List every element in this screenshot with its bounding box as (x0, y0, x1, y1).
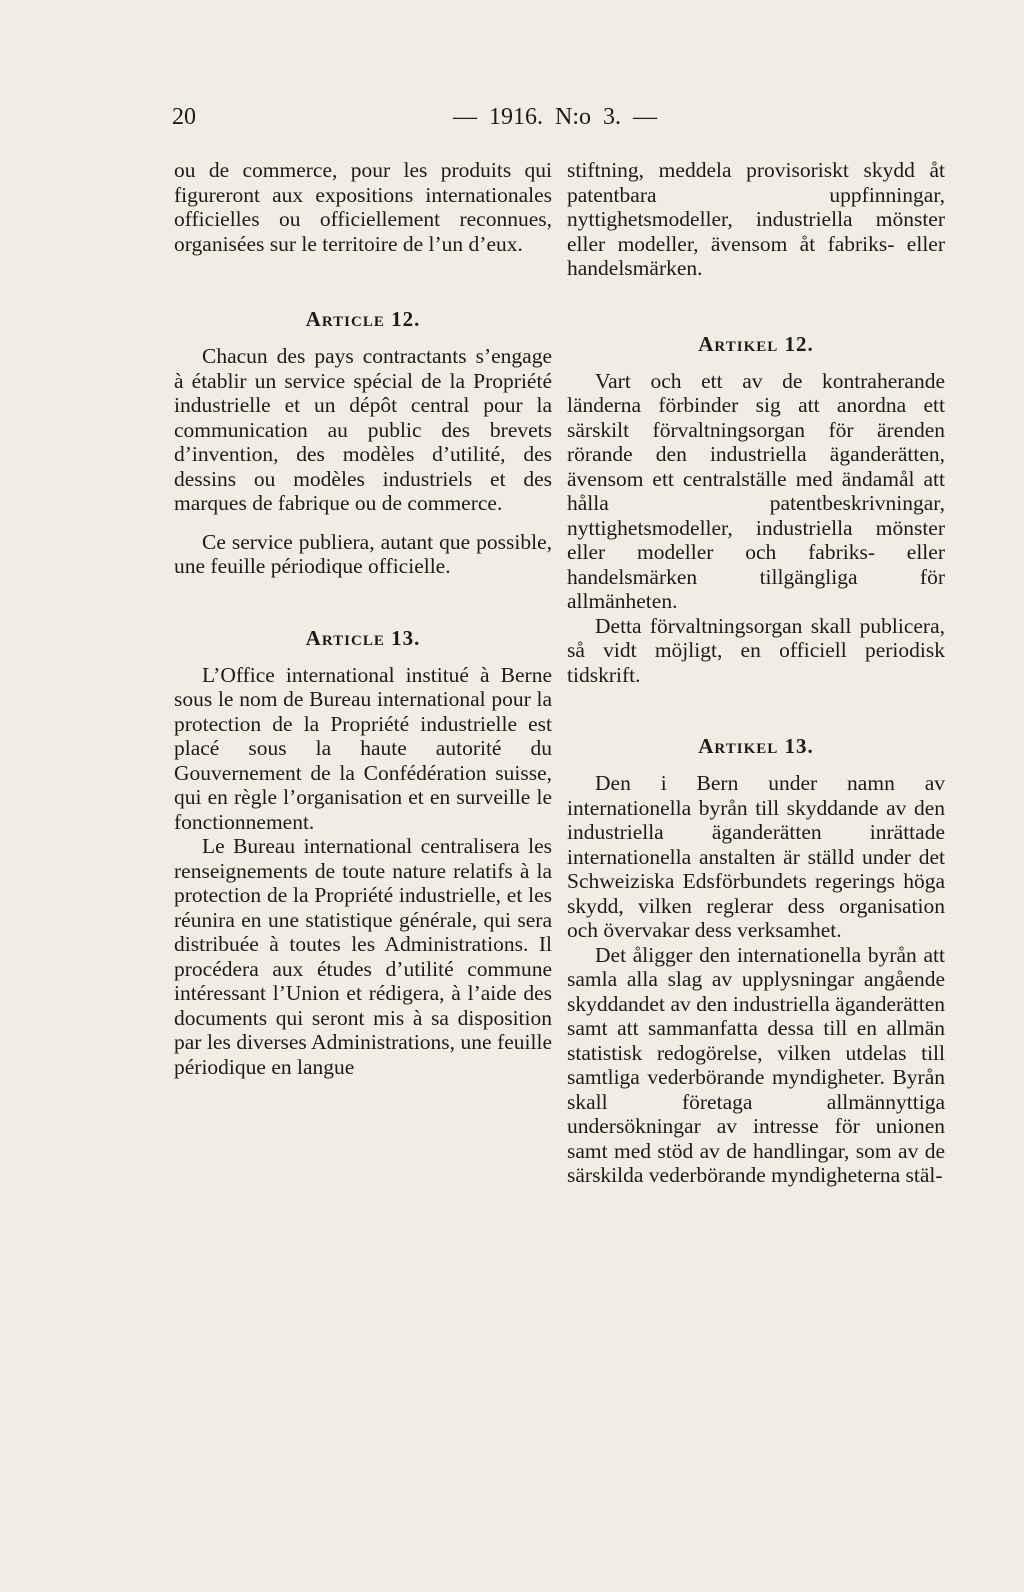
left-intro-paragraph: ou de commerce, pour les produits qui figureront aux expositions internationales officielles ou officiellement reconnues, organisées sur le territoire de l’un d’eux. (174, 158, 552, 256)
right-intro-paragraph: stiftning, meddela provisoriskt skydd åt patentbara uppfinningar, nyttighetsmodeller, industriella mönster eller modeller, ävensom åt fabriks- eller handelsmärken. (567, 158, 945, 280)
right-article-12-paragraph-1: Vart och ett av de kontraherande länderna förbinder sig att anordna ett särskilt förvaltningsorgan för ärenden rörande den industriella äganderätten, ävensom ett centralställe med ändamål att hålla patentbeskrivningar, nyttighetsmodeller, industriella mönster eller modeller och fabriks- eller handelsmärken tillgängliga för allmänheten. (567, 368, 945, 613)
left-article-12-heading: Article 12. (305, 307, 421, 331)
left-article-13-paragraph-1: L’Office international institué à Berne sous le nom de Bureau international pour la protection de la Propriété industrielle est placé sous la haute autorité du Gouvernement de la Confédération suisse, qui en règle l’organisation et en surveille le fonctionnement. (174, 662, 552, 834)
left-article-13-paragraph-2: Le Bureau international centralisera les renseignements de toute nature relatifs à la protection de la Propriété industrielle, et les réunira en une statistique générale, qui sera distribuée à toutes les Administrations. Il procédera aux études d’utilité commune intéressant l’Union et rédigera, à l’aide des documents qui seront mis à sa disposition par les diverses Administrations, une feuille périodique en langue (174, 834, 552, 1079)
right-article-13-paragraph-2: Det åligger den internationella byrån att samla alla slag av upplysningar angående skyddandet av den industriella äganderätten samt att sammanfatta dessa till en allmän statistisk redogörelse, vilken utdelas till samtliga vederbörande myndigheter. Byrån skall företaga allmännyttiga undersökningar av intresse för unionen samt med stöd av de handlingar, som av de särskilda vederbörande myndigheterna stäl- (567, 942, 945, 1187)
left-article-12-paragraph-2: Ce service publiera, autant que possible, une feuille périodique officielle. (174, 529, 552, 578)
page-header (172, 104, 938, 138)
right-article-13-heading: Artikel 13. (698, 734, 814, 758)
right-article-12-paragraph-2: Detta förvaltningsorgan skall publicera, så vidt möjligt, en officiell periodisk tidskrift. (567, 613, 945, 687)
page-number: 20 (172, 104, 196, 130)
french-column (174, 158, 552, 1079)
right-article-12-heading: Artikel 12. (698, 331, 814, 356)
running-head: — 1916. N:o 3. — (453, 104, 657, 130)
right-article-13-paragraph-1: Den i Bern under namn av internationella byrån till skyddande av den industriella äganderätten inrättade internationella anstalten är ställd under det Schweiziska Edsförbundets regerings höga skydd, vilken reglerar dess organisation och övervakar dess verksamhet. (567, 771, 945, 942)
left-article-13-heading: Article 13. (305, 625, 421, 650)
left-article-12-paragraph-1: Chacun des pays contractants s’engage à établir un service spécial de la Propriété industrielle et un dépôt central pour la communication au public des brevets d’invention, des modèles d’utilité, des dessins ou modèles industriels et des marques de fabrique ou de commerce. (174, 344, 552, 515)
swedish-column (567, 158, 945, 1188)
